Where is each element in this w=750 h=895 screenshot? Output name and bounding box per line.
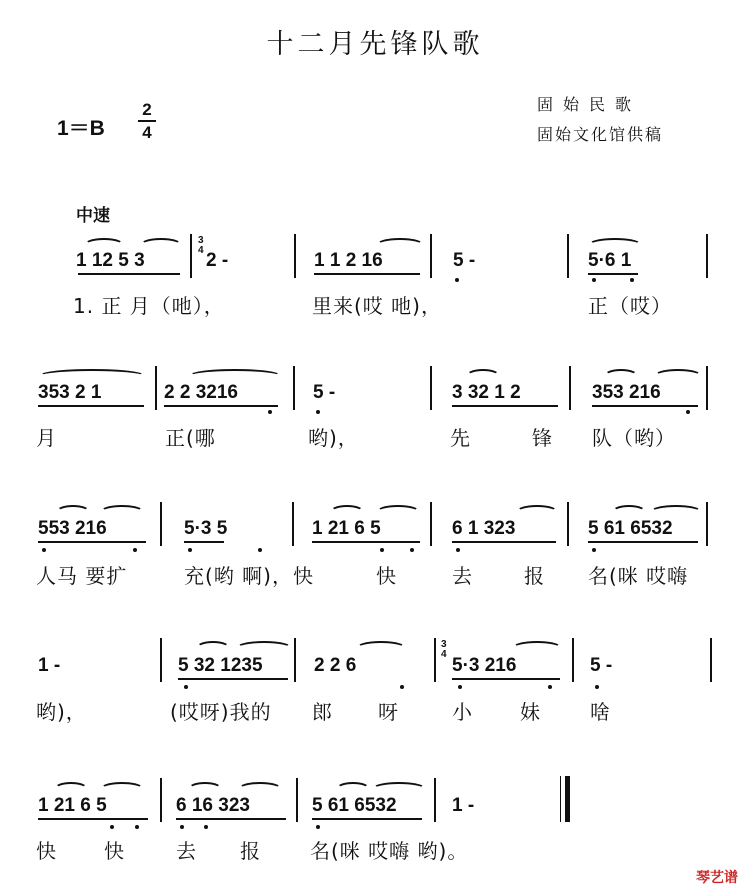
measure-2-5: 353 216 [592, 382, 661, 403]
barline [293, 366, 295, 410]
beam [178, 678, 288, 680]
slur [336, 782, 370, 796]
lyric-4-1: 哟)， [36, 700, 87, 724]
lyric-2-2: 正(哪 [165, 426, 216, 450]
barline [572, 638, 574, 682]
barline [430, 366, 432, 410]
measure-2-2: 2 2 3216 [164, 382, 238, 403]
lyric-5-5: 名(咪 哎嗨 哟)。 [310, 839, 469, 863]
slur [100, 782, 144, 796]
low-octave-dot [380, 548, 384, 552]
slur [56, 505, 90, 519]
low-octave-dot [400, 685, 404, 689]
measure-3-1: 553 216 [38, 518, 107, 539]
beam [176, 818, 286, 820]
low-octave-dot [410, 548, 414, 552]
low-octave-dot [268, 410, 272, 414]
barline [434, 778, 436, 822]
barline [567, 234, 569, 278]
barline [430, 234, 432, 278]
final-barline-thick [565, 776, 570, 822]
low-octave-dot [316, 825, 320, 829]
barline [706, 502, 708, 546]
beam [588, 541, 698, 543]
lyric-2-6: 队（哟） [592, 426, 676, 450]
low-octave-dot [458, 685, 462, 689]
low-octave-dot [204, 825, 208, 829]
barline [294, 234, 296, 278]
low-octave-dot [592, 278, 596, 282]
lyric-4-5: 小 [452, 700, 473, 724]
measure-1-2: 2 - [206, 250, 229, 271]
slur [140, 238, 182, 252]
lyric-1-2: 里来(哎 吔)， [312, 294, 442, 318]
slur [512, 641, 562, 655]
measure-5-1: 1 21 6 5 [38, 795, 107, 816]
time-signature [136, 100, 158, 142]
barline [190, 234, 192, 278]
slur [372, 782, 426, 796]
lyric-3-1: 人马 要扩 [36, 564, 128, 588]
slur [356, 641, 406, 655]
beam [452, 678, 560, 680]
slur [654, 369, 702, 383]
beam [184, 541, 224, 543]
site-watermark: 琴艺谱 [696, 870, 738, 886]
barline [155, 366, 157, 410]
barline [292, 502, 294, 546]
tempo-marking: 中速 [76, 206, 110, 226]
meter-change-3-4: 3 4 [198, 235, 204, 256]
lyric-5-4: 报 [240, 839, 261, 863]
low-octave-dot [110, 825, 114, 829]
lyric-2-3: 哟)， [308, 426, 359, 450]
slur [84, 238, 124, 252]
lyric-4-2: (哎呀)我的 [170, 700, 272, 724]
barline [294, 638, 296, 682]
measure-2-3: 5 - [313, 382, 336, 403]
barline [160, 502, 162, 546]
slur [466, 369, 500, 383]
beam [78, 273, 180, 275]
slur [330, 505, 364, 519]
low-octave-dot [184, 685, 188, 689]
low-octave-dot [135, 825, 139, 829]
slur [100, 505, 144, 519]
slur [54, 782, 88, 796]
slur [516, 505, 558, 519]
lyric-4-7: 啥 [590, 700, 611, 724]
lyric-4-6: 妹 [520, 700, 541, 724]
beam [312, 541, 420, 543]
barline [710, 638, 712, 682]
measure-2-4: 3 32 1 2 [452, 382, 521, 403]
barline [706, 234, 708, 278]
meter-bar [138, 120, 156, 122]
low-octave-dot [188, 548, 192, 552]
lyric-3-6: 名(咪 哎嗨 [588, 564, 689, 588]
lyric-3-5: 报 [524, 564, 545, 588]
low-octave-dot [456, 548, 460, 552]
key-signature: 1＝B [57, 117, 105, 140]
measure-4-4: 5·3 216 [452, 655, 517, 676]
lyric-2-1: 月 [36, 426, 57, 450]
slur [188, 782, 222, 796]
slur [376, 238, 424, 252]
barline [569, 366, 571, 410]
beam [164, 405, 278, 407]
low-octave-dot [595, 685, 599, 689]
slur [650, 505, 702, 519]
lyric-2-5: 锋 [532, 426, 553, 450]
meter-bottom: 4 [142, 123, 152, 142]
lyric-4-4: 呀 [378, 700, 399, 724]
barline [567, 502, 569, 546]
measure-3-5: 5 61 6532 [588, 518, 673, 539]
barline [706, 366, 708, 410]
measure-1-4: 5 - [453, 250, 476, 271]
beam [588, 273, 638, 275]
beam [314, 273, 420, 275]
measure-1-1: 1 12 5 3 [76, 250, 145, 271]
barline [434, 638, 436, 682]
slur [188, 369, 282, 383]
measure-5-4: 1 - [452, 795, 475, 816]
song-provider: 固始文化馆供稿 [537, 125, 664, 144]
lyric-3-2: 充(哟 啊)，快 [184, 564, 314, 588]
low-octave-dot [548, 685, 552, 689]
beam [452, 405, 558, 407]
lyric-1-1: 1. 正 月（吔）， [73, 294, 225, 318]
measure-3-3: 1 21 6 5 [312, 518, 381, 539]
slur [604, 369, 638, 383]
measure-3-4: 6 1 323 [452, 518, 516, 539]
lyric-3-4: 去 [452, 564, 473, 588]
low-octave-dot [686, 410, 690, 414]
barline [296, 778, 298, 822]
final-barline-thin [560, 776, 561, 822]
measure-4-5: 5 - [590, 655, 613, 676]
lyric-5-3: 去 [176, 839, 197, 863]
slur [196, 641, 230, 655]
low-octave-dot [133, 548, 137, 552]
low-octave-dot [630, 278, 634, 282]
meter-top: 2 [142, 100, 152, 119]
slur [612, 505, 646, 519]
song-source: 固始民歌 [537, 95, 642, 114]
beam [38, 818, 148, 820]
slur [38, 369, 146, 383]
beam [38, 541, 146, 543]
slur [376, 505, 420, 519]
low-octave-dot [316, 410, 320, 414]
lyric-1-3: 正（哎） [588, 294, 672, 318]
barline [160, 638, 162, 682]
low-octave-dot [592, 548, 596, 552]
low-octave-dot [180, 825, 184, 829]
measure-5-2: 6 16 323 [176, 795, 250, 816]
measure-4-2: 5 32 1235 [178, 655, 263, 676]
lyric-5-2: 快 [104, 839, 125, 863]
beam [38, 405, 144, 407]
low-octave-dot [455, 278, 459, 282]
measure-4-3: 2 2 6 [314, 655, 357, 676]
beam [312, 818, 422, 820]
slur [236, 641, 292, 655]
measure-3-2: 5·3 5 [184, 518, 228, 539]
page-title: 十二月先锋队歌 [266, 29, 484, 60]
lyric-3-3: 快 [376, 564, 397, 588]
beam [452, 541, 556, 543]
measure-1-5: 5·6 1 [588, 250, 632, 271]
measure-2-1: 353 2 1 [38, 382, 102, 403]
lyric-4-3: 郎 [312, 700, 333, 724]
lyric-5-1: 快 [36, 839, 57, 863]
low-octave-dot [258, 548, 262, 552]
slur [588, 238, 642, 252]
slur [238, 782, 282, 796]
beam [592, 405, 698, 407]
barline [430, 502, 432, 546]
low-octave-dot [42, 548, 46, 552]
meter-change-2-4: 3 4 [441, 639, 447, 660]
lyric-2-4: 先 [450, 426, 471, 450]
measure-1-3: 1 1 2 16 [314, 250, 383, 271]
barline [160, 778, 162, 822]
measure-5-3: 5 61 6532 [312, 795, 397, 816]
measure-4-1: 1 - [38, 655, 61, 676]
